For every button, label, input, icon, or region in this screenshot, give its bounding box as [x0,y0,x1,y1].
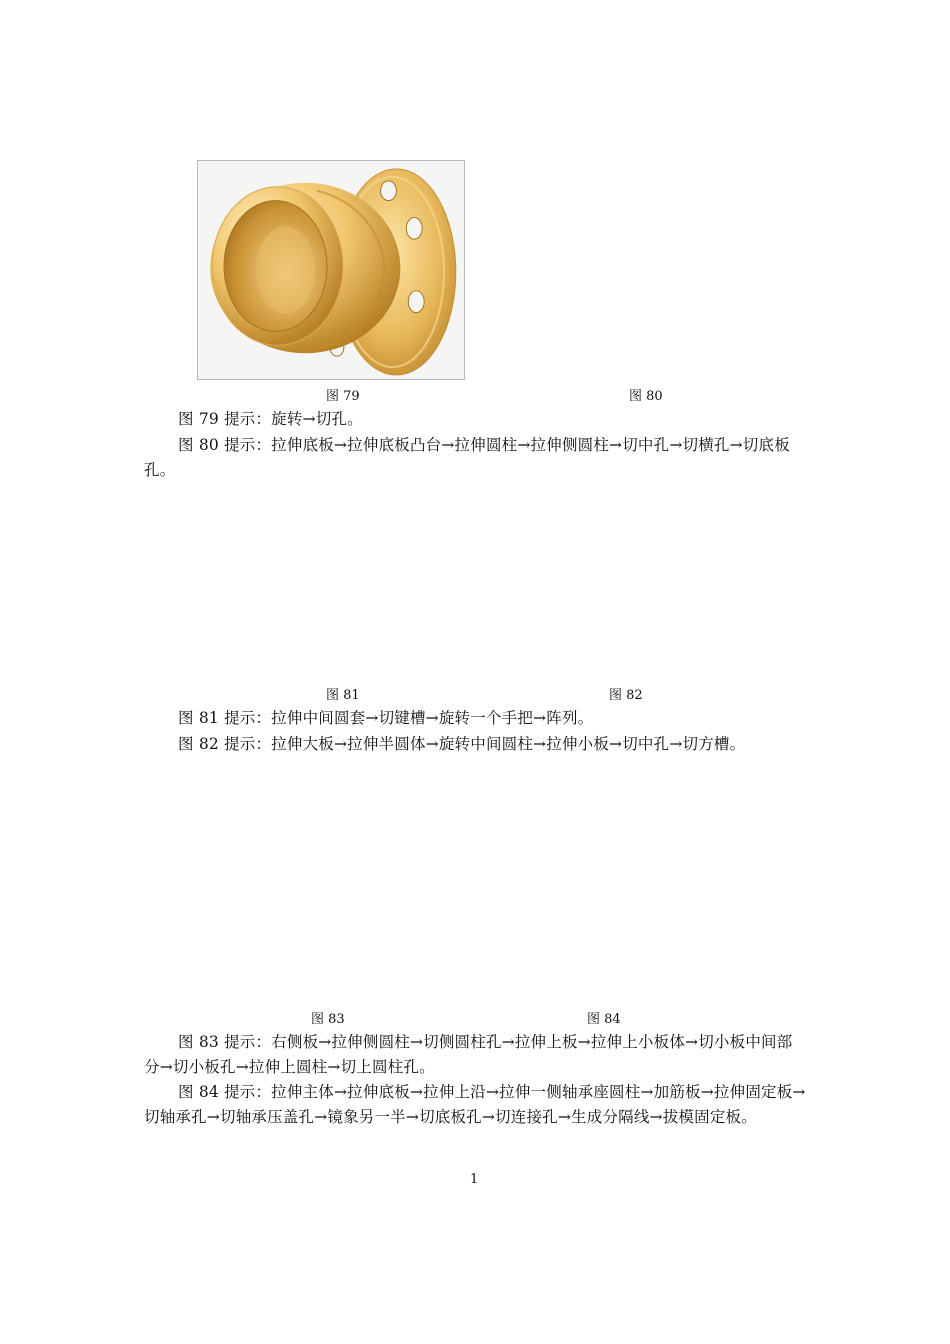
figure-80-caption: 图 80 [629,389,663,404]
hint-81: 图 81 提示：拉伸中间圆套→切键槽→旋转一个手把→阵列。 [178,709,594,727]
figure-79-image [197,160,465,380]
figure-83-caption: 图 83 [311,1012,345,1027]
hint-84: 图 84 提示：拉伸主体→拉伸底板→拉伸上沿→拉伸一侧轴承座圆柱→加筋板→拉伸固定板→切轴承孔→切轴承压盖孔→镜象另一半→切底板孔→切连接孔→生成分隔线→拔模固定板。 [144,1083,806,1126]
figure-84-caption: 图 84 [587,1012,621,1027]
flanged-fitting-illustration [198,161,464,379]
page-number: 1 [470,1172,479,1187]
hint-82: 图 82 提示：拉伸大板→拉伸半圆体→旋转中间圆柱→拉伸小板→切中孔→切方槽。 [178,735,746,753]
figure-81-caption: 图 81 [326,688,360,703]
figure-79-caption: 图 79 [326,389,360,404]
hint-80: 图 80 提示：拉伸底板→拉伸底板凸台→拉伸圆柱→拉伸侧圆柱→切中孔→切横孔→切底板孔。 [144,436,790,479]
hint-83: 图 83 提示：右侧板→拉伸侧圆柱→切侧圆柱孔→拉伸上板→拉伸上小板体→切小板中间部分→切小板孔→拉伸上圆柱→切上圆柱孔。 [144,1033,793,1076]
figure-82-caption: 图 82 [609,688,643,703]
hint-79: 图 79 提示：旋转→切孔。 [178,410,363,428]
